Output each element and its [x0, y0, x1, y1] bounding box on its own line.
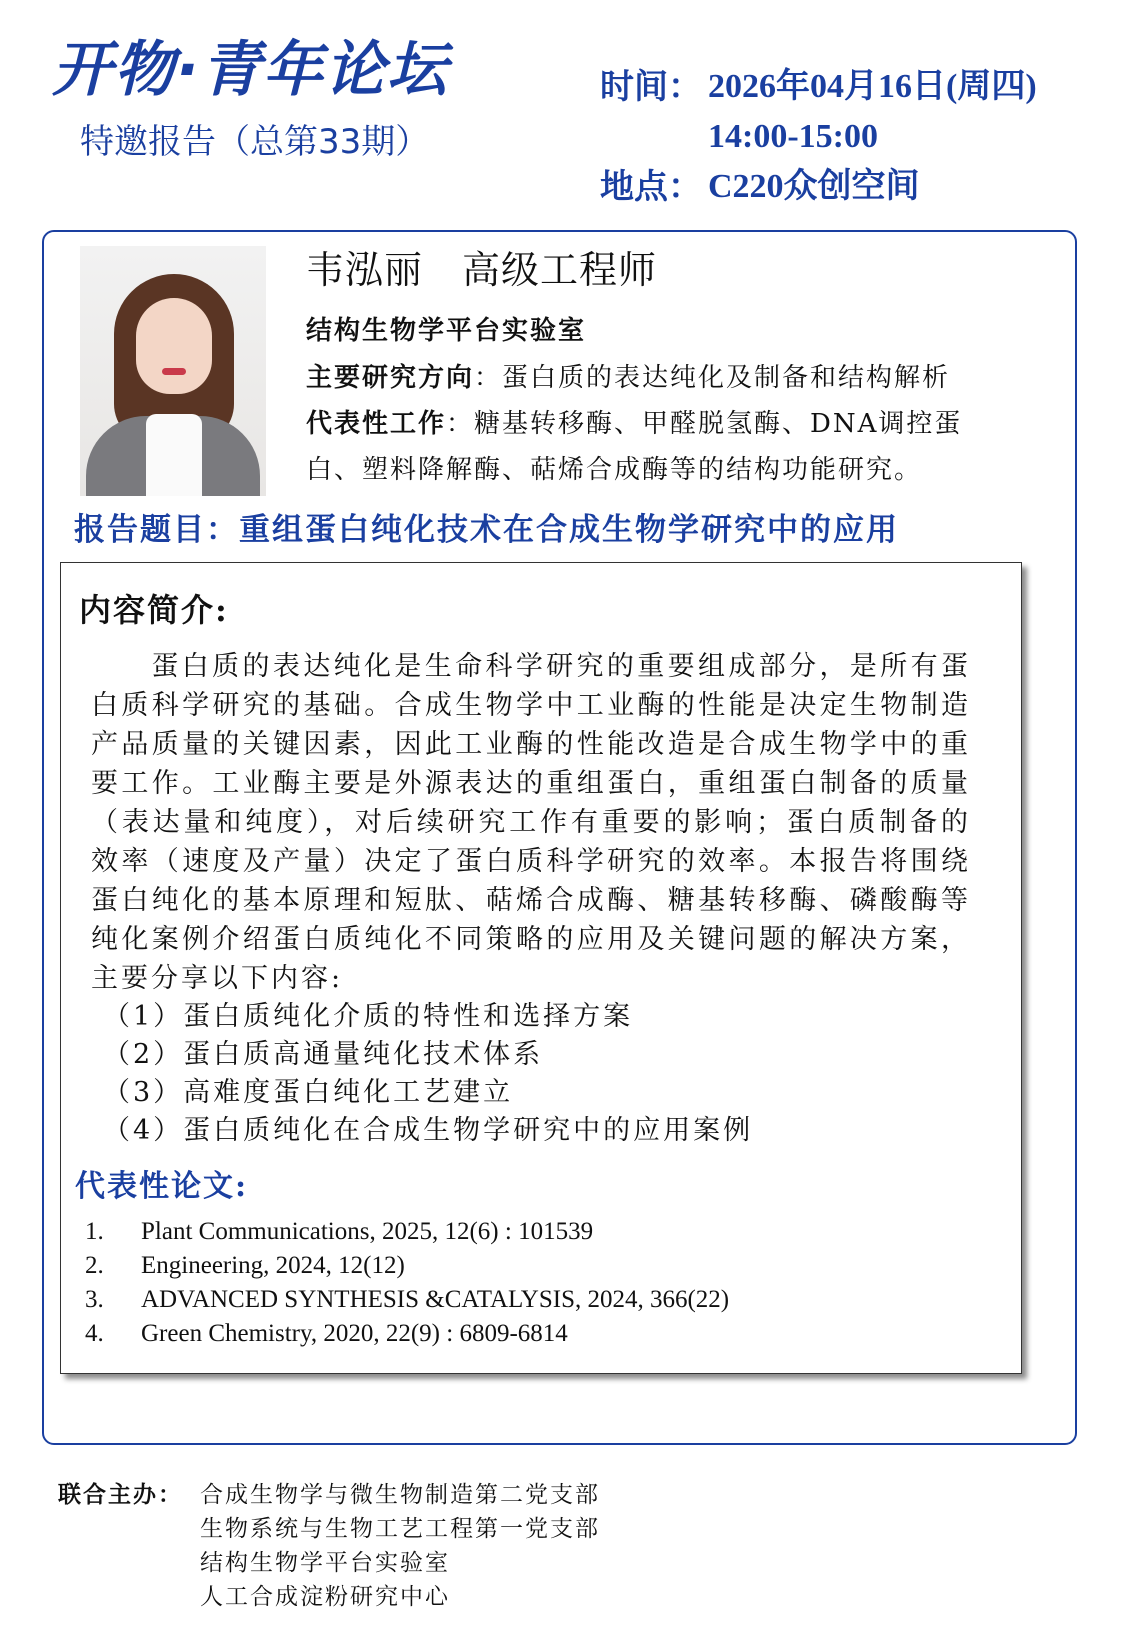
speaker-details — [306, 355, 1066, 493]
event-info — [600, 62, 1037, 212]
papers-list — [85, 1215, 729, 1351]
organizers-label: 联合主办： — [58, 1481, 183, 1508]
work-separator: ： — [446, 409, 475, 439]
organizer-item: 生物系统与生物工艺工程第一党支部 — [200, 1516, 600, 1542]
place-label: 地点： — [600, 167, 702, 207]
paper-number: 4. — [85, 1320, 104, 1347]
organizers-list — [200, 1478, 600, 1614]
intro-paragraph — [91, 647, 971, 998]
place-row — [600, 162, 1037, 212]
event-time: 14:00-15:00 — [708, 118, 878, 155]
event-place: C220众创空间 — [708, 168, 920, 205]
paper-citation: Engineering, 2024, 12(12) — [141, 1252, 405, 1279]
paper-number: 1. — [85, 1218, 104, 1245]
work-label: 代表性工作 — [306, 409, 447, 439]
speaker-photo — [80, 246, 266, 496]
report-title: 报告题目：重组蛋白纯化技术在合成生物学研究中的应用 — [74, 512, 899, 548]
paper-citation: Green Chemistry, 2020, 22(9) : 6809-6814 — [141, 1320, 568, 1347]
time-range-row — [600, 112, 1037, 162]
research-text: 蛋白质的表达纯化及制备和结构解析 — [502, 363, 951, 393]
list-item: （3）高难度蛋白纯化工艺建立 — [103, 1077, 514, 1108]
research-separator: ： — [474, 363, 503, 393]
research-direction — [306, 355, 1066, 401]
event-date: 2026年04月16日(周四) — [708, 68, 1037, 105]
list-item: （4）蛋白质纯化在合成生物学研究中的应用案例 — [103, 1115, 754, 1146]
organizer-item: 合成生物学与微生物制造第二党支部 — [200, 1482, 600, 1508]
organizer-item: 人工合成淀粉研究中心 — [200, 1584, 450, 1610]
paper-item — [85, 1283, 729, 1317]
main-content-box — [42, 230, 1077, 1445]
photo-face — [136, 298, 212, 394]
paper-item — [85, 1215, 729, 1249]
work-text-line2: 白、塑料降解酶、萜烯合成酶等的结构功能研究。 — [306, 455, 923, 485]
intro-heading: 内容简介: — [79, 591, 229, 629]
forum-title: 开物·青年论坛 — [52, 35, 449, 105]
header-left — [52, 35, 449, 163]
paper-number: 2. — [85, 1252, 104, 1279]
papers-heading: 代表性论文: — [75, 1169, 249, 1204]
list-item: （2）蛋白质高通量纯化技术体系 — [103, 1039, 544, 1070]
time-row — [600, 62, 1037, 112]
paper-number: 3. — [85, 1286, 104, 1313]
forum-subtitle: 特邀报告（总第33期） — [80, 122, 430, 162]
organizer-item: 结构生物学平台实验室 — [200, 1550, 450, 1576]
paper-citation: ADVANCED SYNTHESIS &CATALYSIS, 2024, 366(22) — [141, 1286, 730, 1313]
paper-item — [85, 1249, 729, 1283]
paper-item — [85, 1317, 729, 1351]
speaker-lab: 结构生物学平台实验室 — [306, 316, 587, 346]
photo-lips — [162, 368, 186, 375]
intro-paragraph-text: 蛋白质的表达纯化是生命科学研究的重要组成部分，是所有蛋白质科学研究的基础。合成生物学中工业酶的性能是决定生物制造产品质量的关键因素，因此工业酶的性能改造是合成生物学中的重要工作。工业酶主要是外源表达的重组蛋白，重组蛋白制备的质量（表达量和纯度），对后续研究工作有重要的影响；蛋白质制备的效率（速度及产量）决定了蛋白质科学研究的效率。本报告将围绕蛋白纯化的基本原理和短肽、萜烯合成酶、糖基转移酶、磷酸酶等纯化案例介绍蛋白质纯化不同策略的应用及关键问题的解决方案，主要分享以下内容: — [91, 651, 971, 994]
intro-body — [91, 647, 971, 1150]
paper-citation: Plant Communications, 2025, 12(6) : 101539 — [141, 1218, 594, 1245]
representative-work — [306, 401, 1066, 447]
organizers — [58, 1478, 600, 1614]
work-text-line1: 糖基转移酶、甲醛脱氢酶、DNA调控蛋 — [474, 409, 963, 439]
time-label: 时间： — [600, 67, 702, 107]
speaker-bio — [306, 242, 1066, 493]
photo-shirt — [146, 414, 202, 496]
speaker-name-title: 韦泓丽 高级工程师 — [306, 248, 658, 292]
abstract-box — [60, 562, 1022, 1374]
intro-list — [91, 998, 971, 1150]
list-item: （1）蛋白质纯化介质的特性和选择方案 — [103, 1001, 634, 1032]
research-label: 主要研究方向 — [306, 363, 475, 393]
